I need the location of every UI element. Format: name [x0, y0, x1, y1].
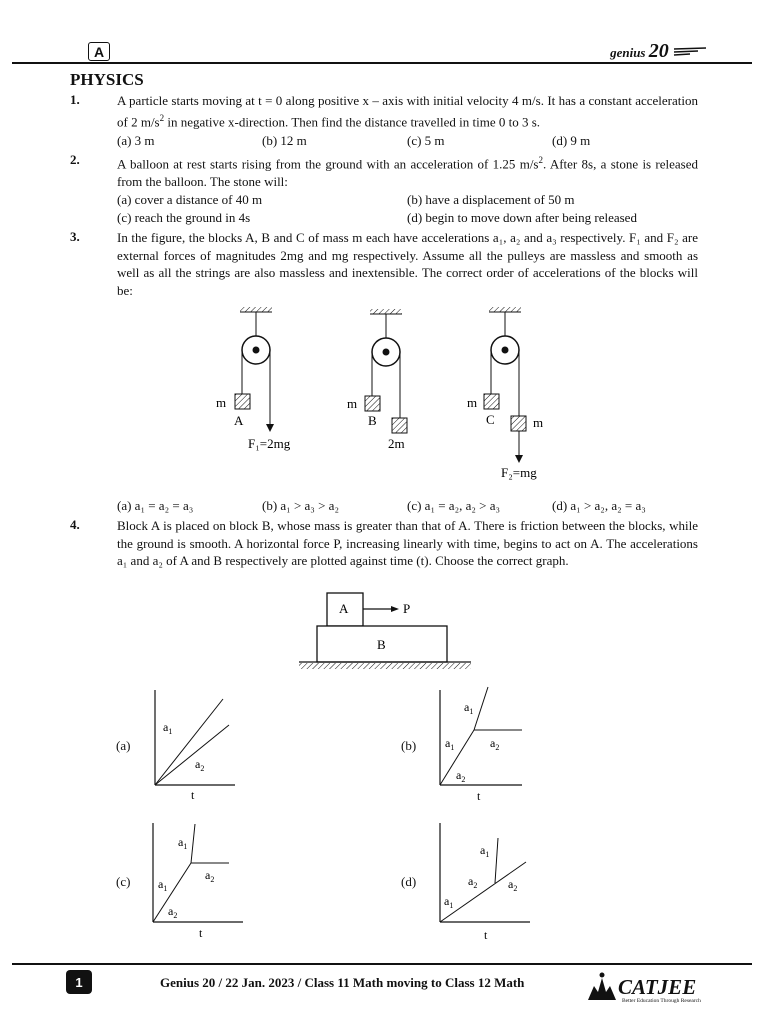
graph-option-c-label: (c) — [116, 874, 131, 889]
block-a-text: A — [339, 601, 349, 616]
section-title: PHYSICS — [70, 70, 144, 89]
graph-d — [430, 820, 540, 942]
q2-option-b: (b) have a displacement of 50 m — [407, 192, 575, 207]
q1-option-d: (d) 9 m — [552, 133, 591, 148]
brand-logo — [610, 40, 708, 63]
q2-option-d: (d) begin to move down after being released — [407, 210, 637, 225]
q4-blocks-figure — [295, 590, 475, 675]
graph-c-a1: $a_1$ — [158, 877, 168, 893]
q1-text-a: A particle starts moving at t = 0 along positive x – axis with initial velocity 4 m/s. It has a constant acceleration of 2 m/s — [117, 93, 698, 129]
q4-number: 4. — [70, 517, 80, 532]
q4-text: Block A is placed on block B, whose mass is greater than that of A. There is friction between the blocks, while the ground is smooth. A horizontal force P, increasing linearly with time, begins to act on A. The accelerations a₁ and a₂ of A and B respectively are plotted against time (t). Choose the correct graph. — [117, 518, 698, 568]
q2-option-c: (c) reach the ground in 4s — [117, 210, 251, 225]
q1-text — [117, 92, 698, 130]
q2-sup: 2 — [538, 155, 543, 165]
graph-a-a1: $a_1$ — [163, 720, 173, 736]
q2-number: 2. — [70, 152, 80, 167]
page-number: 1 — [66, 970, 92, 994]
graph-c-a2: $a_2$ — [168, 904, 178, 920]
q3-option-d: (d) a₁ > a₂, a₂ = a₃ — [552, 498, 646, 513]
graph-a — [145, 685, 255, 803]
graph-c-a1-top: $a_1$ — [178, 835, 188, 851]
q1-number: 1. — [70, 92, 80, 107]
set-letter: A — [93, 43, 105, 60]
graph-a-t: t — [191, 788, 195, 802]
graph-b-a2-top: $a_2$ — [490, 736, 500, 752]
set-badge — [88, 42, 110, 61]
block-b-label: B — [368, 413, 377, 428]
graph-c-a2-top: $a_2$ — [205, 868, 215, 884]
graph-d-a2-mid: $a_2$ — [468, 874, 478, 890]
graph-b-a2: $a_2$ — [456, 768, 466, 784]
brand-word: genius — [610, 45, 646, 60]
block-c-mass: m — [467, 395, 478, 410]
graph-b-t: t — [477, 789, 481, 803]
footer-text: Genius 20 / 22 Jan. 2023 / Class 11 Math moving to Class 12 Math — [160, 975, 525, 990]
brand-number: 20 — [648, 40, 669, 62]
block-a-mass: m — [216, 395, 227, 410]
q3-pulley-figure — [200, 300, 560, 485]
graph-d-a2-right: $a_2$ — [508, 877, 518, 893]
q1-option-a: (a) 3 m — [117, 133, 155, 148]
graph-c — [143, 820, 253, 942]
graph-d-a1: $a_1$ — [444, 894, 454, 910]
q1-option-b: (b) 12 m — [262, 133, 307, 148]
q2-text — [117, 152, 698, 190]
pulley-system-c — [484, 307, 526, 463]
q1-sup: 2 — [159, 112, 165, 123]
q3-option-a: (a) a₁ = a₂ = a₃ — [117, 498, 194, 513]
force-f2-label: F₂=mg — [501, 465, 537, 480]
block-2m-label: 2m — [388, 436, 405, 451]
graph-b-a1-top: $a_1$ — [464, 700, 474, 716]
graph-d-a1-top: $a_1$ — [480, 843, 490, 859]
footer-rule — [12, 963, 752, 965]
graph-option-b-label: (b) — [401, 738, 417, 753]
q3-option-c: (c) a₁ = a₂, a₂ > a₃ — [407, 498, 501, 513]
catjee-logo — [586, 970, 708, 1009]
block-c-label: C — [486, 412, 495, 427]
graph-d-t: t — [484, 928, 488, 942]
hanging-block-mass: m — [533, 415, 544, 430]
graph-b-a1: $a_1$ — [445, 736, 455, 752]
block-a-label: A — [234, 413, 244, 428]
q2-option-a: (a) cover a distance of 40 m — [117, 192, 263, 207]
header-rule — [12, 62, 752, 64]
block-b-text: B — [377, 637, 386, 652]
logo-tagline: Better Education Through Research — [622, 998, 701, 1004]
q1-option-c: (c) 5 m — [407, 133, 445, 148]
force-f1-label: F₁=2mg — [248, 436, 291, 451]
q2-text-a: A balloon at rest starts rising from the ground with an acceleration of 1.25 m/s — [117, 156, 539, 172]
q3-option-b: (b) a₁ > a₃ > a₂ — [262, 498, 339, 513]
graph-option-d-label: (d) — [401, 874, 417, 889]
q3-text: In the figure, the blocks A, B and C of mass m each have accelerations a₁, a₂ and a₃ respectively. F₁ and F₂ are external forces of magnitudes 2mg and mg respectively. Assume all the pulleys are massless and smooth as well as all the strings are also massless and inextensible. The correct order of accelerations of the blocks will be: — [117, 230, 698, 298]
brand-lines-icon — [672, 47, 708, 57]
graph-option-a-label: (a) — [116, 738, 131, 753]
graph-c-t: t — [199, 926, 203, 940]
catjee-logo-icon — [586, 970, 708, 1004]
graph-a-a2: $a_2$ — [195, 757, 205, 773]
block-b-mass: m — [347, 396, 358, 411]
graph-b — [430, 685, 540, 803]
logo-wordmark: CATJEE — [618, 975, 697, 999]
q2-text-b: . After 8s, a stone is released from the balloon. The stone will: — [117, 156, 698, 189]
q3-number: 3. — [70, 229, 80, 244]
q1-text-b: in negative x-direction. Then find the distance travelled in time 0 to 3 s. — [164, 113, 541, 129]
force-p-label: P — [403, 601, 411, 616]
